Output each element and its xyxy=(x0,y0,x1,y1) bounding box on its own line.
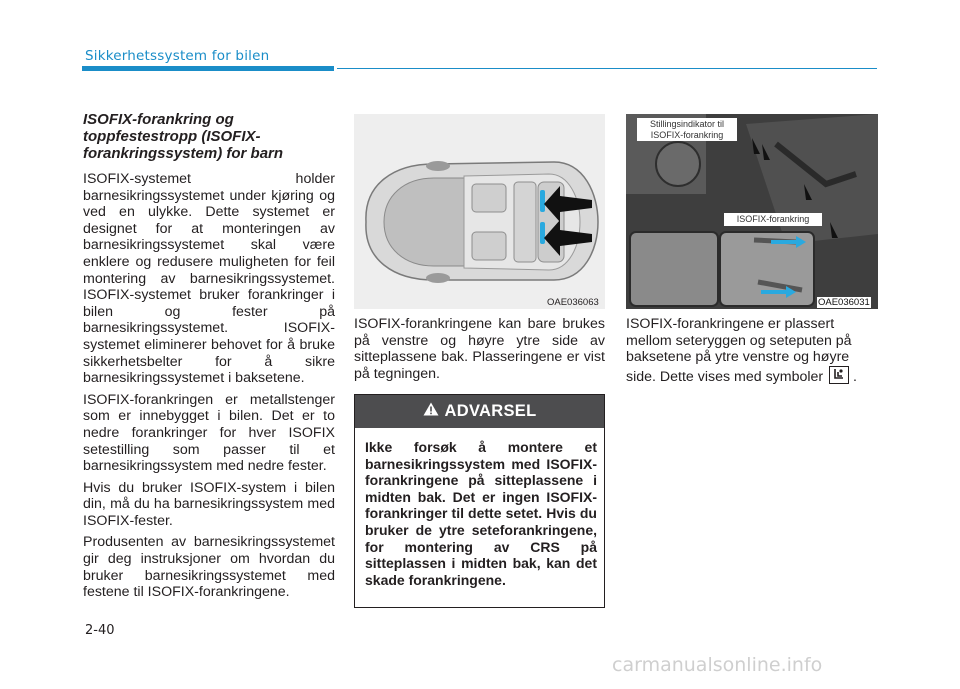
header-bar-thick xyxy=(82,66,334,71)
figure-car-top-view xyxy=(354,114,605,309)
watermark: carmanualsonline.info xyxy=(612,654,823,676)
callout-isofix-anchor: ISOFIX-forankring xyxy=(724,213,822,226)
car-top-view-illustration xyxy=(354,114,605,309)
section-header: Sikkerhetssystem for bilen xyxy=(85,48,270,64)
header-bar-thin xyxy=(337,68,877,69)
warning-triangle-icon xyxy=(423,402,439,421)
column-1 xyxy=(83,111,335,606)
section-subtitle: ISOFIX-forankring og toppfestestropp (ISOFIX-forankringssystem) for barn xyxy=(83,111,284,162)
warning-body: Ikke forsøk å montere et barnesikringssystem med ISOFIX-forankringene på sitteplassene i midten bak. Det er ingen ISOFIX-forankringer til dette setet. Hvis du bruker de ytre seteforankringene, for montering av CRS på sitteplassen i midten bak, kan det skade forankringene. xyxy=(365,439,597,588)
paragraph: Produsenten av barnesikringssystemet gir deg instruksjoner om hvordan du bruker barnesikringssystemet med festene til ISOFIX-forankringene. xyxy=(83,534,335,601)
figure-code: OAE036063 xyxy=(547,297,599,308)
isofix-symbol-icon xyxy=(829,366,849,389)
column-2-text: ISOFIX-forankringene kan bare brukes på venstre og høyre ytre side av sitteplassene bak. Plasseringene er vist på tegningen. xyxy=(354,316,605,382)
paragraph: Hvis du bruker ISOFIX-system i bilen din, må du ha barnesikringssystem med ISOFIX-fester. xyxy=(83,479,335,529)
warning-header xyxy=(355,395,604,428)
rear-seat-illustration xyxy=(626,114,878,309)
paragraph: ISOFIX-forankringen er metallstenger som er innebygget i bilen. Det er to nedre forankringer for hver ISOFIX setestilling som passer til et barnesikringssystem med nedre fester. xyxy=(83,391,335,475)
warning-box xyxy=(354,394,605,608)
figure-seat-anchors xyxy=(626,114,878,309)
column-3-text-end: . xyxy=(853,368,857,385)
page-number: 2-40 xyxy=(85,623,115,638)
paragraph: ISOFIX-systemet holder barnesikringssystemet under kjøring og ved en ulykke. Dette systemet er designet for at monteringen av barnesikringssystemet skal være enklere og redusere muligheten for feil montering av barnesikringssystemet. ISOFIX-systemet bruker forankringer i bilen og fester på barnesikringssystemet. ISOFIX-systemet eliminerer behovet for å bruke sikkerhetsbelter for å sikre barnesikringssystemet i baksetene. xyxy=(83,171,335,387)
column-3-text: ISOFIX-forankringene er plassert mellom seteryggen og seteputen på baksetene på ytre venstre og høyre side. Dette vises med symboler xyxy=(626,316,852,385)
figure-code: OAE036031 xyxy=(818,297,870,308)
callout-position-indicator: Stillingsindikator til ISOFIX-forankring xyxy=(637,118,737,141)
column-3 xyxy=(626,316,878,388)
warning-heading: ADVARSEL xyxy=(444,402,537,420)
